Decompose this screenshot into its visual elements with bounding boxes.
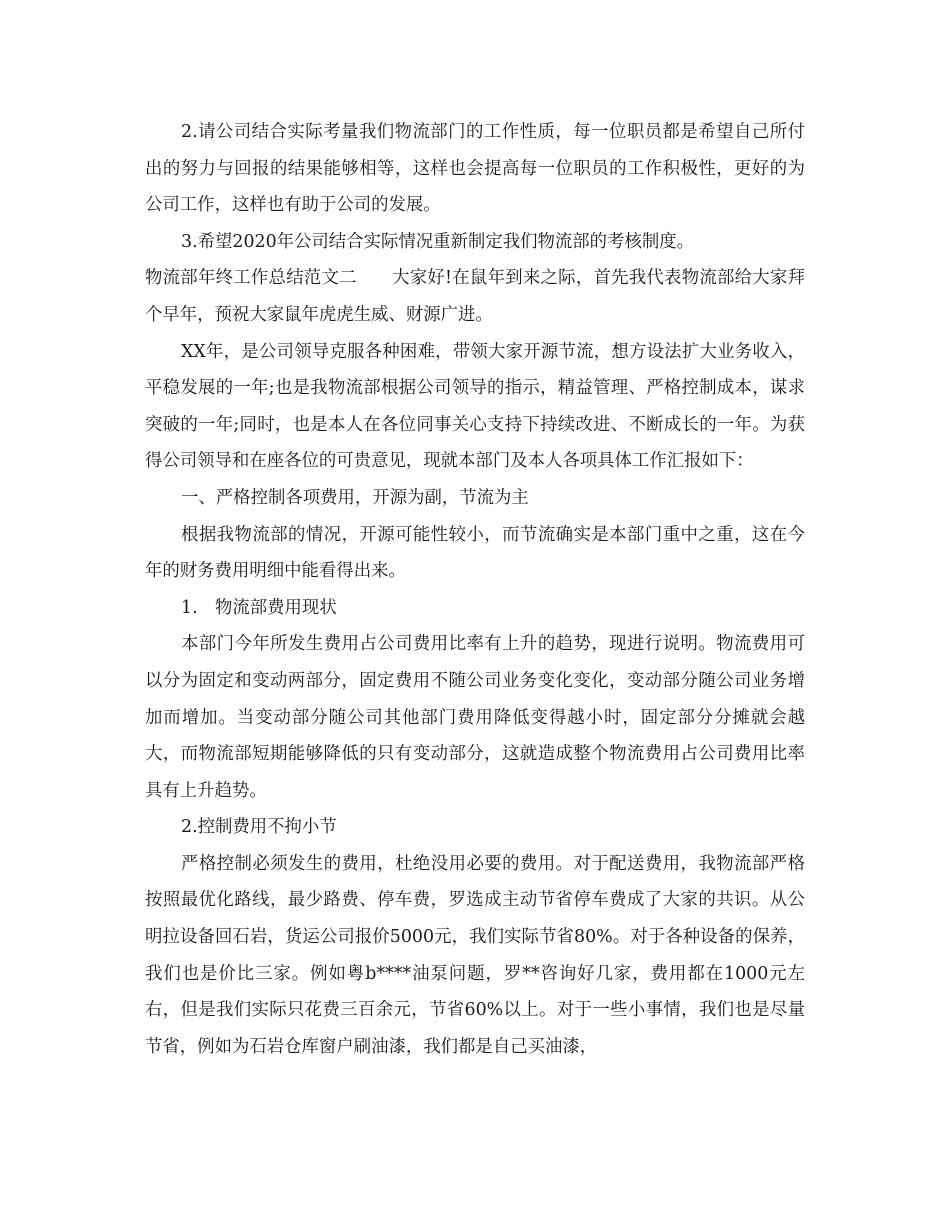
- paragraph-suggestion-3: 3.希望2020年公司结合实际情况重新制定我们物流部的考核制度。: [181, 231, 695, 252]
- subheading-cost-status: 1. 物流部费用现状: [181, 597, 337, 618]
- paragraph-year-overview: XX年，是公司领导克服各种困难，带领大家开源节流，想方设法扩大业务收入，平稳发展的一年;也是我物流部根据公司领导的指示，精益管理、严格控制成本，谋求突破的一年;同时，也是本人在各位同事关心支持下持续改进、不断成长的一年。为获得公司领导和在座各位的可贵意见，现就本部门及本人各项具体工作汇报如下：: [145, 341, 805, 472]
- section-heading-cost-control: 一、严格控制各项费用，开源为副，节流为主: [181, 487, 529, 508]
- paragraph-suggestion-2: 2.请公司结合实际考量我们物流部门的工作性质，每一位职员都是希望自己所付出的努力与回报的结果能够相等，这样也会提高每一位职员的工作积极性，更好的为公司工作，这样也有助于公司的发展。: [145, 122, 805, 216]
- paragraph-cost-detail: 严格控制必须发生的费用，杜绝没用必要的费用。对于配送费用，我物流部严格按照最优化路线，最少路费、停车费，罗选成主动节省停车费成了大家的共识。从公明拉设备回石岩，货运公司报价5000元，我们实际节省80%。对于各种设备的保养，我们也是价比三家。例如粤b****油泵问题，罗**咨询好几家，费用都在1000元左右，但是我们实际只花费三百余元，节省60%以上。对于一些小事情，我们也是尽量节省，例如为石岩仓库窗户刷油漆，我们都是自己买油漆，: [145, 853, 805, 1057]
- document-body: [145, 114, 805, 1065]
- paragraph-sample-two-opening: 物流部年终工作总结范文二 大家好!在鼠年到来之际，首先我代表物流部给大家拜个早年，预祝大家鼠年虎虎生威、财源广进。: [145, 268, 805, 325]
- paragraph-cost-status: 本部门今年所发生费用占公司费用比率有上升的趋势，现进行说明。物流费用可以分为固定和变动两部分，固定费用不随公司业务变化变化，变动部分随公司业务增加而增加。当变动部分随公司其他部门费用降低变得越小时，固定部分分摊就会越大，而物流部短期能够降低的只有变动部分，这就造成整个物流费用占公司费用比率具有上升趋势。: [145, 634, 805, 801]
- paragraph-cost-intro: 根据我物流部的情况，开源可能性较小，而节流确实是本部门重中之重，这在今年的财务费用明细中能看得出来。: [145, 524, 805, 582]
- subheading-cost-detail: 2.控制费用不拘小节: [181, 817, 337, 838]
